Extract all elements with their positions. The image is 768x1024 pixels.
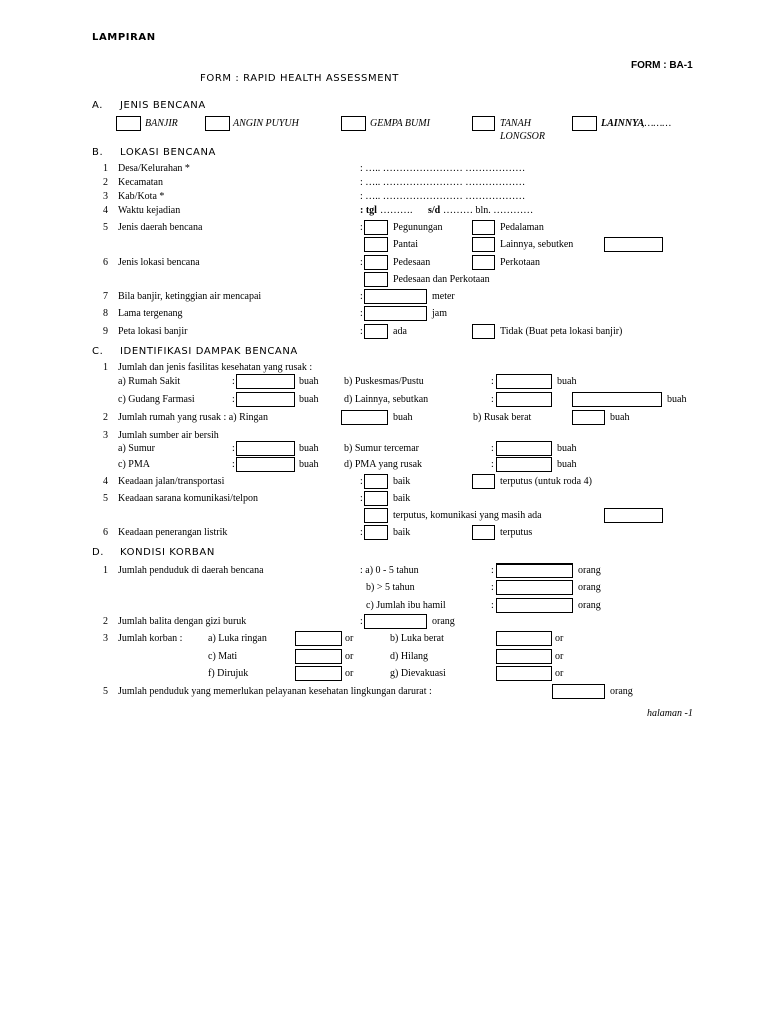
d-label-dirujuk: f) Dirujuk — [208, 668, 249, 679]
b-label-jenis-daerah: Jenis daerah bencana — [118, 222, 203, 233]
form-title: FORM : RAPID HEALTH ASSESSMENT — [200, 73, 399, 84]
b-label-peta: Peta lokasi banjir — [118, 326, 188, 337]
c-buah-sumur: buah — [299, 443, 319, 454]
d-num-2: 2 — [103, 616, 108, 627]
b-val-sd: s/d — [428, 205, 441, 216]
b-num-1: 1 — [103, 163, 108, 174]
b-val-tgl-dots: ………. — [380, 205, 413, 216]
opt-listrik-baik: baik — [393, 527, 411, 538]
c-label-rumah-rusak: Jumlah rumah yang rusak : a) Ringan — [118, 412, 268, 423]
section-d-letter: D. — [92, 547, 105, 558]
section-a-letter: A. — [92, 100, 104, 111]
opt-angin-puyuh: ANGIN PUYUH — [233, 118, 299, 129]
checkbox-banjir[interactable] — [116, 116, 141, 131]
checkbox-tanah-longsor[interactable] — [472, 116, 495, 131]
b-label-kabkota: Kab/Kota * — [118, 191, 165, 202]
b-label-kecamatan: Kecamatan — [118, 177, 163, 188]
checkbox-pantai[interactable] — [364, 237, 388, 252]
opt-banjir: BANJIR — [145, 118, 178, 129]
d-label-ibu-hamil: c) Jumlah ibu hamil — [366, 600, 446, 611]
opt-lainnya-daerah: Lainnya, sebutken — [500, 239, 574, 250]
d-colon-ibu-hamil: : — [491, 600, 494, 611]
d-or-mati: or — [345, 651, 354, 662]
opt-longsor: LONGSOR — [500, 131, 546, 142]
opt-pedalaman: Pedalaman — [500, 222, 544, 233]
ketinggian-input[interactable] — [364, 289, 427, 304]
unit-jam: jam — [432, 308, 447, 319]
checkbox-lainnya[interactable] — [572, 116, 597, 131]
checkbox-jalan-baik[interactable] — [364, 474, 388, 489]
c-label-jalan: Keadaan jalan/transportasi — [118, 476, 225, 487]
lainnya-sebutkan-input[interactable] — [496, 392, 552, 407]
opt-jalan-baik: baik — [393, 476, 411, 487]
d-orang-balita: orang — [432, 616, 455, 627]
lainnya-jumlah-input[interactable] — [572, 392, 662, 407]
checkbox-pedesaan[interactable] — [364, 255, 388, 270]
opt-komunikasi-terputus: terputus, komunikasi yang masih ada — [393, 510, 542, 521]
d-label-korban: Jumlah korban : — [118, 633, 183, 644]
page-footer: halaman -1 — [647, 708, 693, 719]
b-num-3: 3 — [103, 191, 108, 202]
d-or-hilang: or — [555, 651, 564, 662]
b-colon-6: : — [360, 257, 363, 268]
d-num-3: 3 — [103, 633, 108, 644]
c-buah-pusk: buah — [557, 376, 577, 387]
checkbox-gempa-bumi[interactable] — [341, 116, 366, 131]
c-num-5: 5 — [103, 493, 108, 504]
b-val-desa: : ….. …………………… ……………… — [360, 163, 526, 174]
checkbox-listrik-terputus[interactable] — [472, 525, 495, 540]
hilang-input[interactable] — [496, 649, 552, 664]
c-label-listrik: Keadaan penerangan listrik — [118, 527, 228, 538]
section-b-title: LOKASI BENCANA — [120, 147, 216, 158]
checkbox-pedesaan-perkotaan[interactable] — [364, 272, 388, 287]
b-num-2: 2 — [103, 177, 108, 188]
unit-meter: meter — [432, 291, 455, 302]
checkbox-perkotaan[interactable] — [472, 255, 495, 270]
form-code: FORM : BA-1 — [631, 60, 693, 71]
d-orang-5-up: orang — [578, 582, 601, 593]
b-colon-8: : — [360, 308, 363, 319]
pma-rusak-input[interactable] — [496, 457, 552, 472]
lainnya-daerah-input[interactable] — [604, 237, 663, 252]
c-buah-gudang: buah — [299, 394, 319, 405]
c-num-6: 6 — [103, 527, 108, 538]
gudang-input[interactable] — [236, 392, 295, 407]
opt-pedesaan: Pedesaan — [393, 257, 431, 268]
c-label-komunikasi: Keadaan sarana komunikasi/telpon — [118, 493, 258, 504]
c-label-puskesmas: b) Puskesmas/Pustu — [344, 376, 424, 387]
luka-ringan-input[interactable] — [295, 631, 342, 646]
d-num-5: 5 — [103, 686, 108, 697]
opt-komunikasi-baik: baik — [393, 493, 411, 504]
b-num-6: 6 — [103, 257, 108, 268]
c-label-lainnya: d) Lainnya, sebutkan — [344, 394, 429, 405]
opt-jalan-terputus: terputus (untuk roda 4) — [500, 476, 592, 487]
lampiran-label: LAMPIRAN — [92, 32, 156, 43]
c-label-fasilitas: Jumlah dan jenis fasilitas kesehatan yang rusak : — [118, 362, 313, 373]
section-c-letter: C. — [92, 346, 104, 357]
b-label-desa: Desa/Kelurahan * — [118, 163, 190, 174]
opt-perkotaan: Perkotaan — [500, 257, 540, 268]
c-buah-lainnya: buah — [667, 394, 687, 405]
rumah-sakit-input[interactable] — [236, 374, 295, 389]
opt-tanah: TANAH — [500, 118, 531, 129]
b-colon-7: : — [360, 291, 363, 302]
d-or-dievakuasi: or — [555, 668, 564, 679]
c-colon-sumur: : — [232, 443, 235, 454]
c-colon-gudang: : — [232, 394, 235, 405]
c-num-3: 3 — [103, 430, 108, 441]
b-colon-5: : — [360, 222, 363, 233]
c-colon-jalan: : — [360, 476, 363, 487]
checkbox-listrik-baik[interactable] — [364, 525, 388, 540]
komunikasi-masih-ada-input[interactable] — [604, 508, 663, 523]
c-colon-komunikasi: : — [360, 493, 363, 504]
opt-listrik-terputus: terputus — [500, 527, 533, 538]
d-label-balita: Jumlah balita dengan gizi buruk — [118, 616, 247, 627]
ibu-hamil-input[interactable] — [496, 598, 573, 613]
c-buah-pma-rusak: buah — [557, 459, 577, 470]
c-num-4: 4 — [103, 476, 108, 487]
c-label-rusak-berat: b) Rusak berat — [473, 412, 532, 423]
b-val-tgl: : tgl — [360, 205, 377, 216]
opt-ada: ada — [393, 326, 407, 337]
d-label-mati: c) Mati — [208, 651, 238, 662]
kesling-input[interactable] — [552, 684, 605, 699]
d-num-1: 1 — [103, 565, 108, 576]
d-label-kesling: Jumlah penduduk yang memerlukan pelayanan kesehatan lingkungan darurat : — [118, 686, 432, 697]
d-or-luka-ringan: or — [345, 633, 354, 644]
section-a-title: JENIS BENCANA — [120, 100, 206, 111]
c-buah-tercemar: buah — [557, 443, 577, 454]
c-label-pma-rusak: d) PMA yang rusak — [344, 459, 423, 470]
opt-pantai: Pantai — [393, 239, 418, 250]
sumur-input[interactable] — [236, 441, 295, 456]
c-buah-rs: buah — [299, 376, 319, 387]
d-label-penduduk: Jumlah penduduk di daerah bencana — [118, 565, 264, 576]
d-or-luka-berat: or — [555, 633, 564, 644]
b-num-8: 8 — [103, 308, 108, 319]
mati-input[interactable] — [295, 649, 342, 664]
d-colon-balita: : — [360, 616, 363, 627]
opt-lainnya-dots: ,……… — [642, 118, 672, 129]
checkbox-pegunungan[interactable] — [364, 220, 388, 235]
dirujuk-input[interactable] — [295, 666, 342, 681]
b-label-waktu: Waktu kejadian — [118, 205, 181, 216]
lama-input[interactable] — [364, 306, 427, 321]
penduduk-5-up-input[interactable] — [496, 580, 573, 595]
c-colon-pusk: : — [491, 376, 494, 387]
b-val-bln: ……… bln. ………… — [443, 205, 534, 216]
b-label-lama: Lama tergenang — [118, 308, 183, 319]
c-label-rumah-sakit: a) Rumah Sakit — [118, 376, 181, 387]
section-b-letter: B. — [92, 147, 104, 158]
checkbox-angin-puyuh[interactable] — [205, 116, 230, 131]
d-orang-kesling: orang — [610, 686, 633, 697]
penduduk-0-5-input[interactable] — [496, 563, 573, 578]
balita-gizi-buruk-input[interactable] — [364, 614, 427, 629]
d-orang-0-5: orang — [578, 565, 601, 576]
c-colon-tercemar: : — [491, 443, 494, 454]
d-label-5-up: b) > 5 tahun — [366, 582, 415, 593]
c-buah-berat: buah — [610, 412, 630, 423]
opt-pedesaan-perkotaan: Pedesaan dan Perkotaan — [393, 274, 490, 285]
c-colon-pma: : — [232, 459, 235, 470]
checkbox-peta-tidak[interactable] — [472, 324, 495, 339]
c-label-air: Jumlah sumber air bersih — [118, 430, 219, 441]
c-colon-listrik: : — [360, 527, 363, 538]
b-num-9: 9 — [103, 326, 108, 337]
d-label-luka-ringan: a) Luka ringan — [208, 633, 267, 644]
opt-lainnya: LAINNYA — [601, 118, 645, 129]
b-val-kecamatan: : ….. …………………… ……………… — [360, 177, 526, 188]
c-label-sumur-tercemar: b) Sumur tercemar — [344, 443, 419, 454]
checkbox-komunikasi-baik[interactable] — [364, 491, 388, 506]
c-colon-rs: : — [232, 376, 235, 387]
c-buah-pma: buah — [299, 459, 319, 470]
b-val-kabkota: : ….. …………………… ……………… — [360, 191, 526, 202]
rumah-ringan-input[interactable] — [341, 410, 388, 425]
b-num-5: 5 — [103, 222, 108, 233]
c-label-gudang: c) Gudang Farmasi — [118, 394, 195, 405]
d-colon-0-5: : — [491, 565, 494, 576]
c-colon-pma-rusak: : — [491, 459, 494, 470]
checkbox-jalan-terputus[interactable] — [472, 474, 495, 489]
b-label-jenis-lokasi: Jenis lokasi bencana — [118, 257, 200, 268]
c-num-1: 1 — [103, 362, 108, 373]
luka-berat-input[interactable] — [496, 631, 552, 646]
checkbox-pedalaman[interactable] — [472, 220, 495, 235]
checkbox-peta-ada[interactable] — [364, 324, 388, 339]
d-colon-5-up: : — [491, 582, 494, 593]
b-colon-9: : — [360, 326, 363, 337]
checkbox-lainnya-daerah[interactable] — [472, 237, 495, 252]
c-label-sumur: a) Sumur — [118, 443, 155, 454]
c-colon-lainnya: : — [491, 394, 494, 405]
d-label-luka-berat: b) Luka berat — [390, 633, 444, 644]
d-orang-ibu-hamil: orang — [578, 600, 601, 611]
rumah-berat-input[interactable] — [572, 410, 605, 425]
opt-tidak: Tidak (Buat peta lokasi banjir) — [500, 326, 623, 337]
pma-input[interactable] — [236, 457, 295, 472]
section-d-title: KONDISI KORBAN — [120, 547, 215, 558]
sumur-tercemar-input[interactable] — [496, 441, 552, 456]
d-or-dirujuk: or — [345, 668, 354, 679]
d-label-dievakuasi: g) Dievakuasi — [390, 668, 446, 679]
section-c-title: IDENTIFIKASI DAMPAK BENCANA — [120, 346, 298, 357]
puskesmas-input[interactable] — [496, 374, 552, 389]
b-num-7: 7 — [103, 291, 108, 302]
c-buah-ringan: buah — [393, 412, 413, 423]
opt-pegunungan: Pegunungan — [393, 222, 443, 233]
checkbox-komunikasi-terputus[interactable] — [364, 508, 388, 523]
d-label-hilang: d) Hilang — [390, 651, 429, 662]
d-label-0-5: : a) 0 - 5 tahun — [360, 565, 419, 576]
c-label-pma: c) PMA — [118, 459, 150, 470]
b-label-ketinggian: Bila banjir, ketinggian air mencapai — [118, 291, 262, 302]
dievakuasi-input[interactable] — [496, 666, 552, 681]
opt-gempa-bumi: GEMPA BUMI — [370, 118, 430, 129]
b-num-4: 4 — [103, 205, 108, 216]
c-num-2: 2 — [103, 412, 108, 423]
